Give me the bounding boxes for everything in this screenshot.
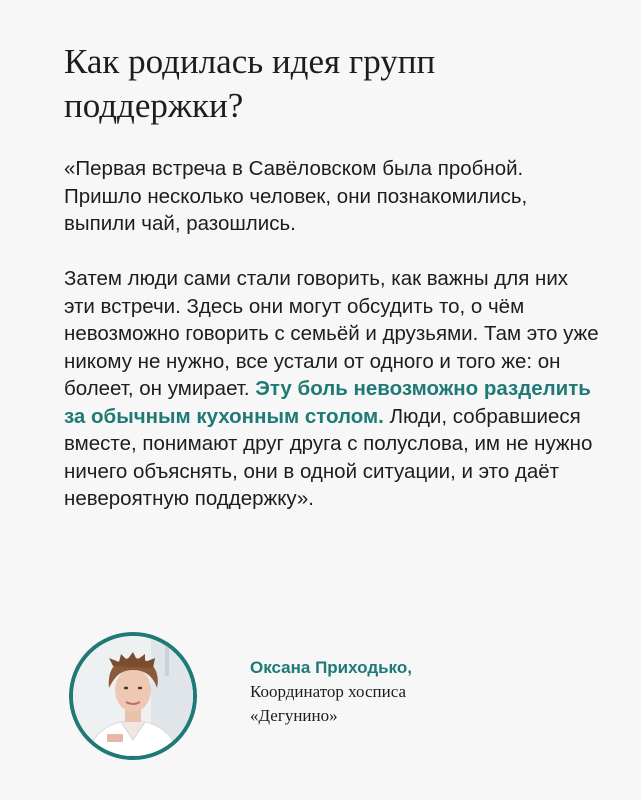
quote-text-segment: Люди, собравшиеся вместе, понимают друг друга с полуслова, им не нужно ничего объяснять, они в одной ситуации, и это даёт невероятную поддержку». — [64, 404, 593, 510]
quote-paragraph-1: «Первая встреча в Савёловском была пробной. Пришло несколько человек, они познакомились, выпили чай, разошлись. — [64, 157, 528, 235]
page-title: Как родилась идея групп поддержки? — [64, 42, 436, 125]
author-photo — [73, 636, 193, 756]
avatar — [69, 632, 197, 760]
quote-paragraph-2 — [64, 265, 604, 513]
highlighted-quote: Эту боль невозможно разделить за обычным кухонным столом. — [64, 377, 591, 428]
quote-text-segment: Затем люди сами стали говорить, как важны для них эти встречи. Здесь они могут обсудить то, о чём невозможно говорить с семьёй и друзьями. Там это уже никому не нужно, все устали от одного и того же: он болеет, он умирает. — [64, 267, 599, 400]
quote-text — [64, 155, 604, 513]
author-name: Оксана Приходько, — [250, 658, 412, 677]
author-caption — [250, 656, 412, 728]
author-role: Координатор хосписа — [250, 682, 406, 701]
author-organization: «Дегунино» — [250, 706, 338, 725]
